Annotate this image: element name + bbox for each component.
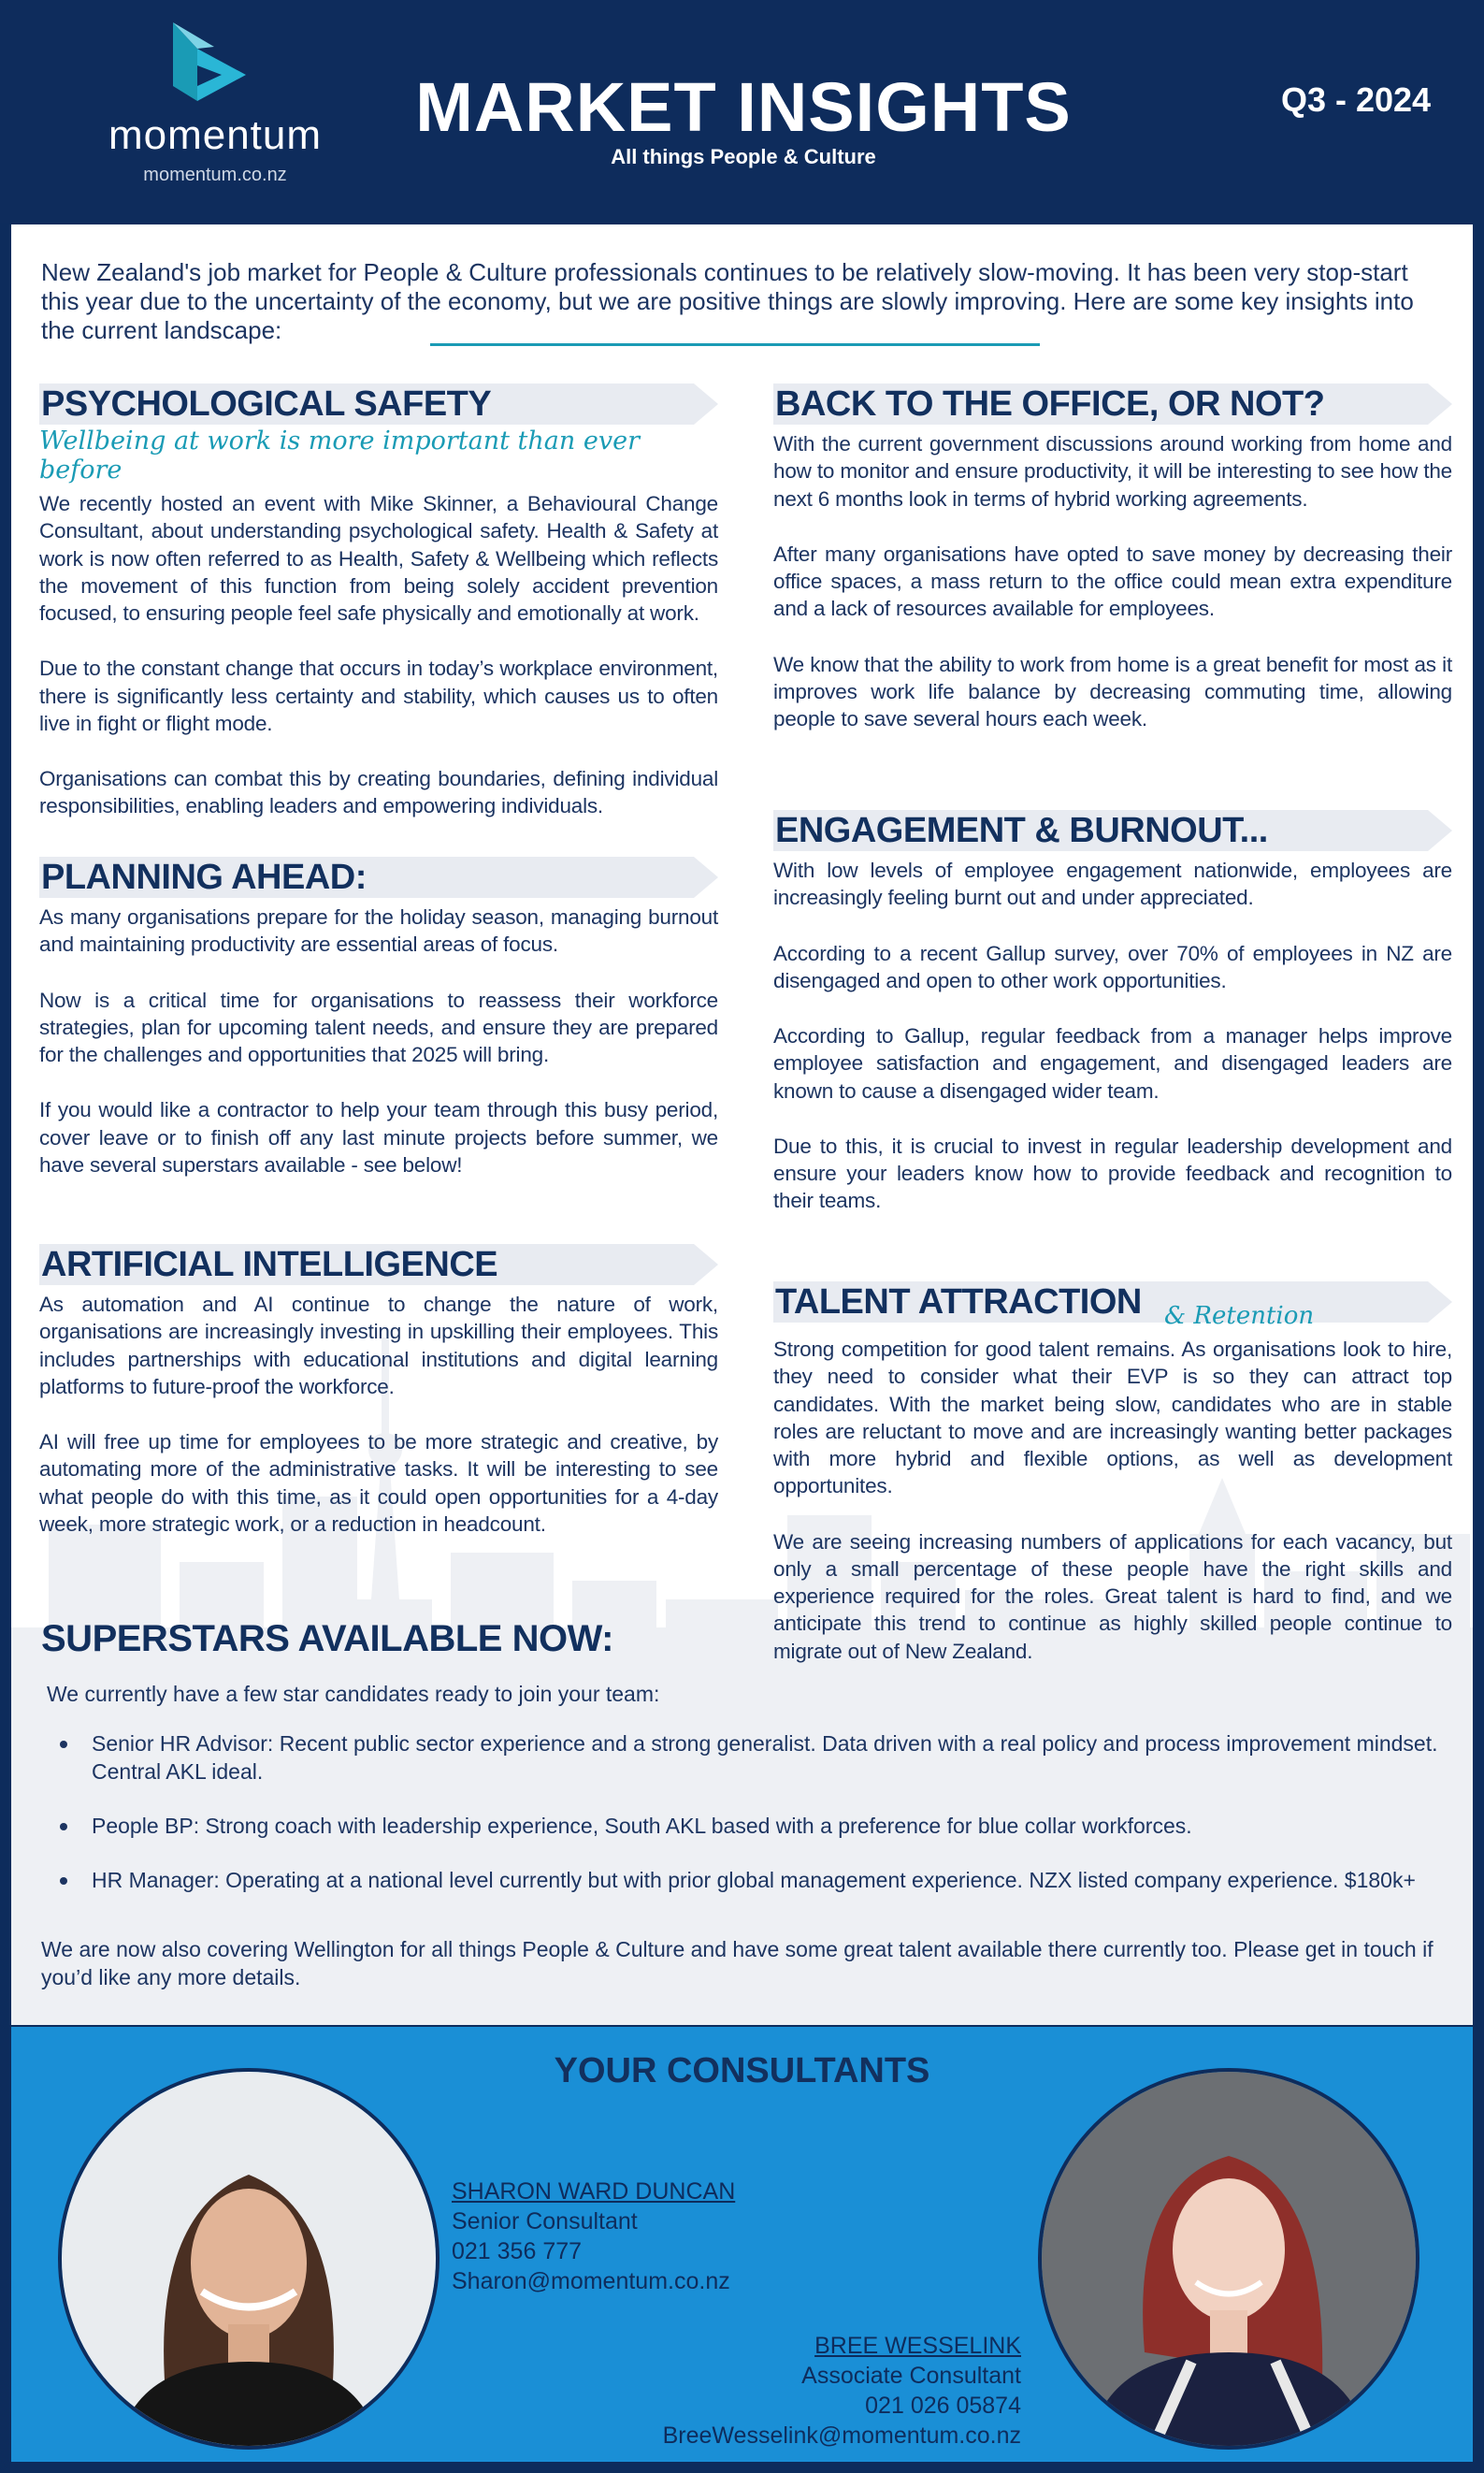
section-banner [39,383,718,425]
section-planning-ahead [39,857,718,1179]
page-subtitle: All things People & Culture [611,145,876,168]
section-banner [39,1244,718,1285]
consultant-email[interactable]: Sharon@momentum.co.nz [452,2268,730,2294]
paragraph: Organisations can combat this by creating boundaries, defining individual responsibilities, enabling leaders and empowering individuals. [39,767,718,818]
paragraph: We know that the ability to work from home is a great benefit for most as it improves work life balance by decreasing commuting time, allowing people to save several hours each week. [773,652,1452,730]
consultants-heading: YOUR CONSULTANTS [554,2051,930,2090]
consultant-card-bree [479,2331,1021,2451]
section-heading: BACK TO THE OFFICE, OR NOT? [775,384,1325,424]
paragraph: If you would like a contractor to help your team through this busy period, cover leave or to finish off any last minute projects before summer, we have several superstars available - see below! [39,1098,718,1177]
superstars-heading: SUPERSTARS AVAILABLE NOW: [41,1618,613,1659]
paragraph: With low levels of employee engagement nationwide, employees are increasingly feeling burnt out and under appreciated. [773,859,1452,910]
section-talent-attraction [773,1281,1452,1665]
section-artificial-intelligence [39,1244,718,1538]
intro-divider [430,343,1040,346]
header [0,0,1484,223]
quarter-label: Q3 - 2024 [1280,80,1432,119]
intro-text: New Zealand's job market for People & Culture professionals continues to be relatively slow-moving. It has been very stop-start this year due to the uncertainty of the economy, but we are positive things are slowly improving. Here are some key insights into the current landscape: [41,258,1414,345]
paragraph: Strong competition for good talent remains. As organisations look to hire, they need to consider what their EVP is so they can attract top candidates. With the market being slow, candidates who are in stable roles are reluctant to move and are increasingly wanting better packages with more hybrid and flexible options, as well as development opportunites. [773,1338,1452,1498]
list-item: People BP: Strong coach with leadership experience, South AKL based with a preference for blue collar workforces. [41,1813,1453,1841]
paragraph: We recently hosted an event with Mike Skinner, a Behavioural Change Consultant, about understanding psychological safety. Health & Safety at work is now often referred to as Health, Safety & Wellbeing which reflects the movement of this function from being solely accident prevention focused, to ensuring people feel safe physically and emotionally at work. [39,492,718,625]
paragraph: AI will free up time for employees to be more strategic and creative, by automating more of the administrative tasks. It will be interesting to see what people do with this time, as it could open opportunities for a 4-day week, more strategic work, or a reduction in headcount. [39,1430,718,1536]
paragraph: With the current government discussions around working from home and how to monitor and ensure productivity, it will be interesting to see how the next 6 months look in terms of hybrid working agreements. [773,432,1452,511]
content-area [11,224,1473,2025]
consultant-role: Associate Consultant [801,2363,1021,2389]
avatar-sharon [58,2068,439,2450]
paragraph: We are seeing increasing numbers of applications for each vacancy, but only a small percentage of these people have the right skills and experience required for the roles. Great talent is hard to find, and we anticipate this trend to continue as highly skilled people continue to migrate out of New Zealand. [773,1529,1452,1663]
paragraph: Due to this, it is crucial to invest in regular leadership development and ensure your leaders know how to provide feedback and recognition to their teams. [773,1134,1452,1213]
list-item: HR Manager: Operating at a national level currently but with prior global management experience. NZX listed company experience. $180k+ [41,1867,1453,1895]
candidate-list [41,1730,1453,1921]
consultant-email[interactable]: BreeWesselink@momentum.co.nz [662,2422,1021,2449]
consultant-name[interactable]: SHARON WARD DUNCAN [452,2178,736,2205]
consultant-role: Senior Consultant [452,2208,638,2234]
section-banner [773,810,1452,851]
section-heading: ARTIFICIAL INTELLIGENCE [41,1245,498,1284]
wellington-note: We are now also covering Wellington for all things People & Culture and have some great talent available there currently too. Please get in touch if you’d like any more details. [41,1937,1434,1989]
list-item: Senior HR Advisor: Recent public sector experience and a strong generalist. Data driven with a real policy and process improvement mindset. Central AKL ideal. [41,1730,1453,1786]
section-banner [773,1281,1452,1330]
momentum-logo-icon [169,21,250,110]
paragraph: Now is a critical time for organisations to reassess their workforce strategies, plan for upcoming talent needs, and ensure they are prepared for the challenges and opportunities that 2025 will bring. [39,988,718,1066]
page-title: MARKET INSIGHTS [415,68,1072,146]
section-engagement-burnout [773,810,1452,1215]
section-heading: PLANNING AHEAD: [41,858,367,897]
section-tagline: & Retention [1164,1302,1315,1330]
section-back-to-office [773,383,1452,732]
consultant-phone[interactable]: 021 026 05874 [865,2393,1021,2419]
section-banner [39,857,718,898]
section-psychological-safety [39,383,718,820]
paragraph: As automation and AI continue to change the nature of work, organisations are increasingly investing in upskilling their employees. This includes partnerships with educational institutions and digital learning platforms to future-proof the workforce. [39,1293,718,1398]
section-heading: ENGAGEMENT & BURNOUT... [775,811,1268,850]
avatar-bree [1038,2068,1419,2450]
consultant-name[interactable]: BREE WESSELINK [814,2333,1021,2359]
logo-wordmark: momentum [108,112,323,158]
portrait-image [1042,2072,1416,2446]
section-heading: TALENT ATTRACTION [775,1282,1142,1322]
logo-url: momentum.co.nz [143,165,287,185]
paragraph: According to Gallup, regular feedback from a manager helps improve employee satisfaction and engagement, and disengaged leaders are known to cause a disengaged wider team. [773,1024,1452,1103]
section-tagline: Wellbeing at work is more important than ever before [39,427,640,484]
consultants-section [11,2027,1473,2462]
consultant-phone[interactable]: 021 356 777 [452,2238,583,2264]
section-banner [773,383,1452,425]
paragraph: Due to the constant change that occurs in today’s workplace environment, there is significantly less certainty and stability, which causes us to often live in fight or flight mode. [39,657,718,735]
superstars-intro: We currently have a few star candidates ready to join your team: [47,1682,660,1706]
section-heading: PSYCHOLOGICAL SAFETY [41,384,492,424]
paragraph: According to a recent Gallup survey, over 70% of employees in NZ are disengaged and open to other work opportunities. [773,941,1452,992]
portrait-image [62,2072,436,2446]
paragraph: As many organisations prepare for the holiday season, managing burnout and maintaining productivity are essential areas of focus. [39,905,718,957]
consultant-card-sharon [452,2177,938,2296]
paragraph: After many organisations have opted to save money by decreasing their office spaces, a mass return to the office could mean extra expenditure and a lack of resources available for employees. [773,542,1452,621]
